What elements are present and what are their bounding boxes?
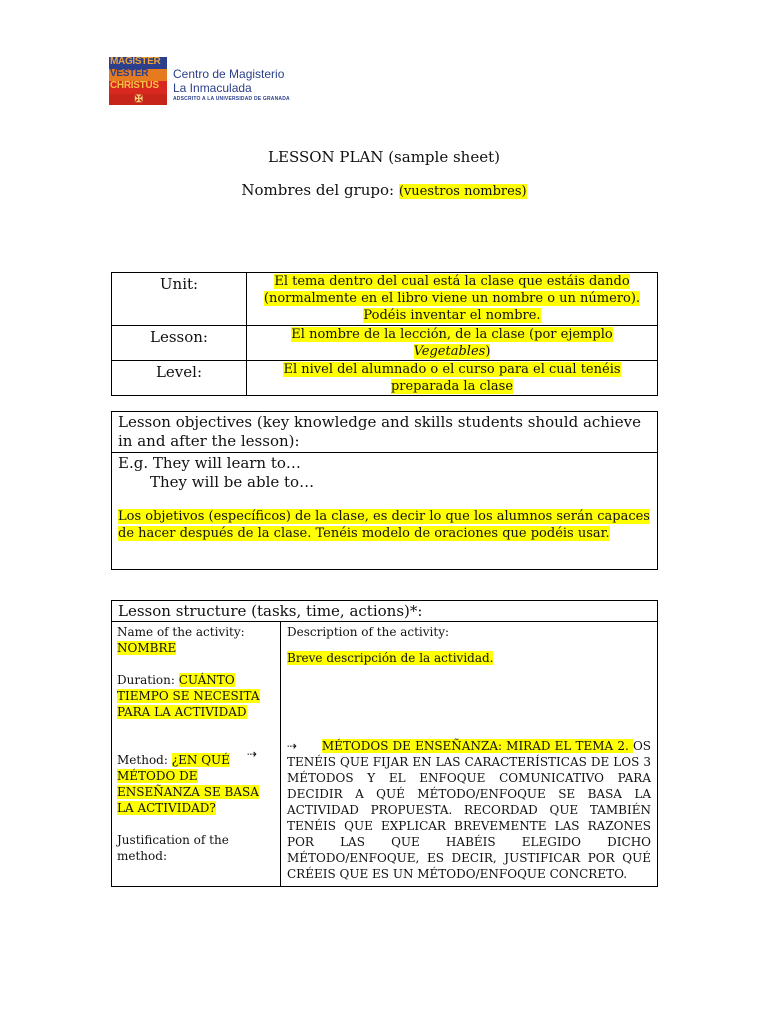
unit-row (112, 273, 658, 326)
level-value-cell (247, 361, 658, 396)
lesson-value-pre: El nombre de la lección, de la clase (por ejemplo (291, 327, 613, 342)
institution-logo (109, 56, 290, 107)
activity-description-cell (281, 622, 658, 887)
method-label: Method: (117, 753, 172, 767)
lesson-row (112, 326, 658, 361)
objectives-example-1: E.g. They will learn to… (118, 454, 301, 472)
description-label: Description of the activity: (287, 625, 450, 639)
level-row (112, 361, 658, 396)
lesson-structure-table (111, 600, 658, 887)
method-value: ¿EN QUÉ MÉTODO DE ENSEÑANZA SE BASA LA ACTIVIDAD? (117, 753, 259, 815)
lesson-label: Lesson: (112, 326, 247, 361)
page-title: LESSON PLAN (sample sheet) (268, 148, 500, 166)
description-value: Breve descripción de la actividad. (287, 651, 494, 665)
duration-label: Duration: (117, 673, 179, 687)
activity-name-label: Name of the activity: (117, 625, 245, 639)
logo-mark-line: CHRISTUS (109, 81, 167, 94)
duration-line (117, 672, 275, 720)
lesson-value-example: Vegetables (413, 344, 486, 359)
activity-name-value: NOMBRE (117, 641, 177, 655)
lesson-value-cell (247, 326, 658, 361)
unit-label: Unit: (112, 273, 247, 326)
cross-icon: ✠ (134, 94, 143, 105)
objectives-note: Los objetivos (específicos) de la clase, es decir lo que los alumnos serán capaces de hacer después de la clase. Tenéis modelo de oraciones que podéis usar. (118, 509, 650, 541)
group-value: (vuestros nombres) (398, 184, 527, 199)
arrow-icon: ⇢ (247, 747, 258, 761)
structure-heading-row (112, 601, 658, 622)
lesson-info-table (111, 272, 658, 396)
logo-name-line2: La Inmaculada (173, 81, 252, 95)
level-label: Level: (112, 361, 247, 396)
logo-mark-line: VESTER (109, 69, 167, 81)
methods-text: OS TENÉIS QUE FIJAR EN LAS CARACTERÍSTICAS DE LOS 3 MÉTODOS Y EL ENFOQUE COMUNICATIVO PARA DECIDIR A QUÉ MÉTODO/ENFOQUE SE BASA LA ACTIVIDAD PROPUESTA. RECORDAD QUE TAMBIÉN TENÉIS QUE EXPLICAR BREVEMENTE LAS RAZONES POR LAS QUE HABÉIS ELEGIDO DICHO MÉTODO/ENFOQUE, ES DECIR, JUSTIFICAR POR QUÉ CRÉEIS QUE ES UN MÉTODO/ENFOQUE CONCRETO. (287, 739, 651, 881)
group-label: Nombres del grupo: (241, 181, 395, 199)
arrow-icon: ⇢ (287, 739, 298, 753)
activity-meta-cell (112, 622, 281, 887)
objectives-example-2: They will be able to… (150, 473, 315, 491)
justification-label: Justification of the method: (117, 833, 229, 863)
objectives-body (112, 453, 658, 570)
lesson-value (291, 327, 612, 359)
objectives-heading: Lesson objectives (key knowledge and skills students should achieve in and after the lesson): (112, 412, 658, 453)
objectives-note-wrap (118, 508, 651, 542)
unit-value: El tema dentro del cual está la clase que estáis dando (normalmente en el libro viene un nombre o un número). Podéis inventar el nombre. (263, 274, 641, 323)
logo-affiliation: ADSCRITO A LA UNIVERSIDAD DE GRANADA (173, 96, 290, 102)
objectives-body-row (112, 453, 658, 570)
objectives-heading-row (112, 412, 658, 453)
lesson-value-post: ) (485, 344, 491, 359)
method-line (117, 747, 275, 816)
unit-value-cell (247, 273, 658, 326)
level-value: El nivel del alumnado o el curso para el cual tenéis preparada la clase (283, 362, 621, 394)
methods-highlight: MÉTODOS DE ENSEÑANZA: MIRAD EL TEMA 2. (321, 739, 633, 753)
logo-name-line1: Centro de Magisterio (173, 67, 285, 81)
logo-emblem (109, 57, 167, 105)
lesson-objectives-table (111, 411, 658, 570)
activity-row (112, 622, 658, 887)
logo-mark-line: MAGISTER (109, 57, 167, 69)
logo-text (173, 67, 290, 103)
duration-value: CUÁNTO TIEMPO SE NECESITA PARA LA ACTIVIDAD (117, 673, 260, 719)
methods-paragraph (287, 738, 651, 882)
group-names-line (0, 181, 768, 199)
structure-heading: Lesson structure (tasks, time, actions)*: (112, 601, 658, 622)
